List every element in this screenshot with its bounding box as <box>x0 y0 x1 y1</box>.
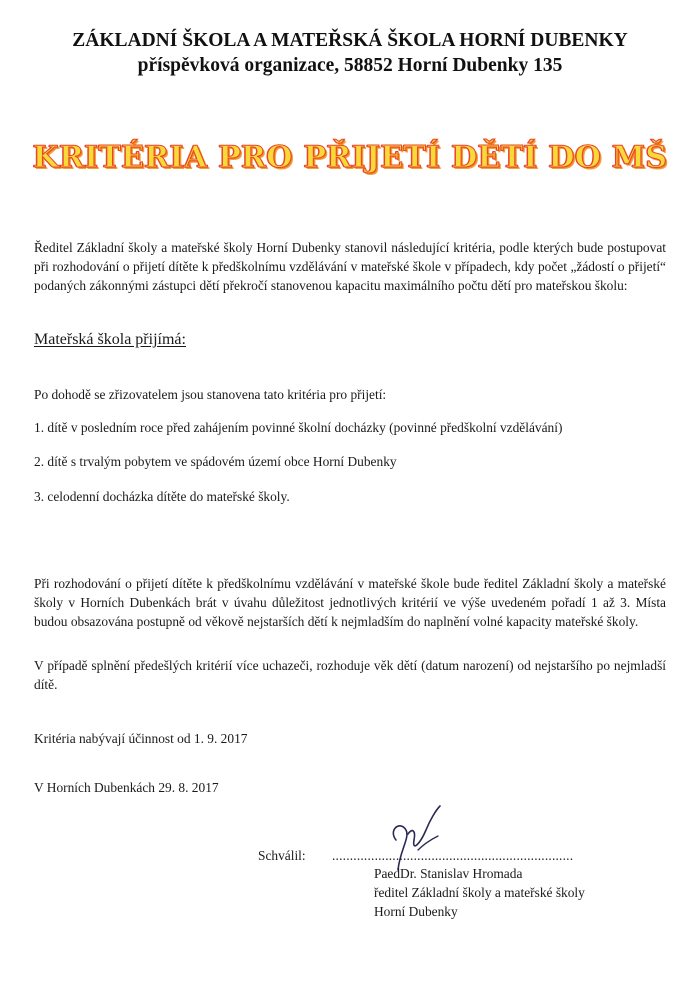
document-title <box>0 138 700 178</box>
school-name: ZÁKLADNÍ ŠKOLA A MATEŘSKÁ ŠKOLA HORNÍ DUBENKY <box>72 30 628 51</box>
criterion-item: 1. dítě v posledním roce před zahájením povinné školní docházky (povinné předškolní vzdělávání) <box>34 420 563 435</box>
decision-paragraph: Při rozhodování o přijetí dítěte k předškolnímu vzdělávání v mateřské škole bude ředitel Základní školy a mateřské školy v Horních Dubenkách brát v úvahu důležitost jednotlivých kritérií ve výše uvedeném pořadí 1 až 3. Místa budou obsazována postupně od věkově nejstarších dětí k nejmladším do naplnění volné kapacity mateřské školy. <box>34 576 666 629</box>
school-address: příspěvková organizace, 58852 Horní Dubenky 135 <box>137 55 563 76</box>
criterion-item: 2. dítě s trvalým pobytem ve spádovém území obce Horní Dubenky <box>34 454 397 469</box>
signatory-org: Horní Dubenky <box>374 904 458 919</box>
signature-line: .................................................................... <box>332 848 574 863</box>
criteria-intro: Po dohodě se zřizovatelem jsou stanovena tato kritéria pro přijetí: <box>34 387 387 402</box>
document-title-text: KRITÉRIA PRO PŘIJETÍ DĚTÍ DO MŠ <box>32 140 668 175</box>
signatory-role: ředitel Základní školy a mateřské školy <box>374 885 585 900</box>
signatory-name: PaedDr. Stanislav Hromada <box>374 866 523 881</box>
effective-date: Kritéria nabývají účinnost od 1. 9. 2017 <box>34 731 248 746</box>
intro-paragraph: Ředitel Základní školy a mateřské školy Horní Dubenky stanovil následující kritéria, podle kterých bude postupovat při rozhodování o přijetí dítěte k předškolnímu vzdělávání v mateřské škole v případech, kdy počet „žádostí o přijetí“ podaných zákonnými zástupci dětí překročí stanovenou kapacitu maximálního počtu dětí pro mateřskou školu: <box>34 240 666 293</box>
signature-block <box>0 800 700 920</box>
subheading: Mateřská škola přijímá: <box>34 331 186 348</box>
approved-by-label: Schválil: <box>258 848 306 863</box>
place-and-date: V Horních Dubenkách 29. 8. 2017 <box>34 780 219 795</box>
document-header <box>0 28 700 78</box>
signatory-details <box>374 864 585 921</box>
criterion-item: 3. celodenní docházka dítěte do mateřské školy. <box>34 489 290 504</box>
tie-paragraph: V případě splnění předešlých kritérií více uchazeči, rozhoduje věk dětí (datum narození) od nejstaršího po nejmladší dítě. <box>34 658 666 692</box>
